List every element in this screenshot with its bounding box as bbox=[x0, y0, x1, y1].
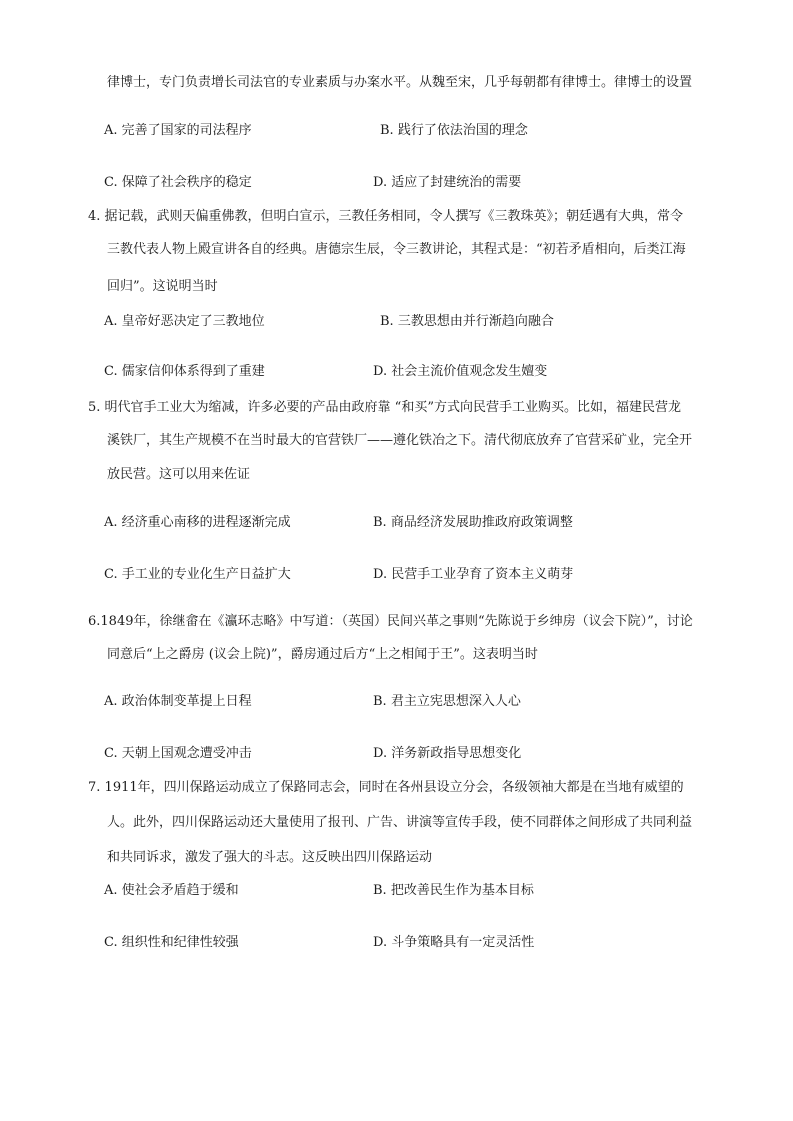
option-letter: B. bbox=[373, 694, 387, 709]
option-letter: C. bbox=[104, 935, 118, 950]
q3-option-a bbox=[104, 123, 252, 139]
option-letter: C. bbox=[104, 175, 118, 190]
q3-option-d bbox=[373, 175, 521, 191]
option-letter: D. bbox=[373, 364, 388, 379]
option-text: 商品经济发展助推政府政策调整 bbox=[390, 515, 573, 530]
option-text: 把改善民生作为基本目标 bbox=[390, 883, 534, 898]
option-text: 经济重心南移的进程逐渐完成 bbox=[121, 515, 291, 530]
option-letter: A. bbox=[104, 515, 118, 530]
q4-option-d bbox=[373, 364, 547, 380]
option-text: 完善了国家的司法程序 bbox=[121, 123, 252, 138]
question-4-stem-line: 回归”。这说明当时 bbox=[107, 279, 218, 294]
option-text: 天朝上国观念遭受冲击 bbox=[121, 746, 252, 761]
q6-option-a bbox=[104, 694, 252, 710]
q7-option-a bbox=[104, 883, 239, 899]
question-3-stem-line: 律博士，专门负责增长司法官的专业素质与办案水平。从魏至宋，几乎每朝都有律博士。律博士的设置 bbox=[107, 75, 693, 90]
option-letter: C. bbox=[104, 364, 118, 379]
question-6-stem-line bbox=[88, 614, 693, 630]
question-number: 7. bbox=[88, 780, 101, 795]
q7-option-b bbox=[373, 883, 534, 899]
q5-option-d bbox=[373, 567, 573, 583]
option-text: 适应了封建统治的需要 bbox=[391, 175, 522, 190]
question-6-stem-line: 同意后“上之爵房 (议会上院)”，爵房通过后方“上之相闻于王”。这表明当时 bbox=[107, 647, 538, 662]
option-text: 政治体制变革提上日程 bbox=[121, 694, 252, 709]
option-text: 斗争策略具有一定灵活性 bbox=[391, 935, 535, 950]
option-letter: D. bbox=[373, 935, 388, 950]
q5-option-c bbox=[104, 567, 291, 583]
question-5-stem-line: 放民营。这可以用来佐证 bbox=[107, 467, 251, 482]
question-number: 5. bbox=[88, 400, 101, 415]
question-text: 1849年，徐继畲在《瀛环志略》中写道：（英国）民间兴革之事则“先陈说于乡绅房（议会下院）”，讨论 bbox=[100, 614, 693, 629]
option-letter: D. bbox=[373, 567, 388, 582]
option-text: 儒家信仰体系得到了重建 bbox=[121, 364, 265, 379]
q4-option-a bbox=[104, 314, 265, 330]
option-letter: D. bbox=[373, 746, 388, 761]
question-number: 6. bbox=[88, 614, 101, 629]
question-7-stem-line: 人。此外，四川保路运动还大量使用了报刊、广告、讲演等宣传手段，使不同群体之间形成了共同利益 bbox=[107, 815, 693, 830]
question-text: 据记载，武则天偏重佛教，但明白宣示，三教任务相同，令人撰写《三教珠英》；朝廷遇有大典，常令 bbox=[104, 209, 684, 224]
option-letter: A. bbox=[104, 883, 118, 898]
question-number: 4. bbox=[88, 209, 101, 224]
question-4-stem-line: 三教代表人物上殿宣讲各自的经典。唐德宗生辰，令三教讲论，其程式是：“初若矛盾相向，后类江海 bbox=[107, 242, 686, 257]
option-text: 皇帝好恶决定了三教地位 bbox=[121, 314, 265, 329]
option-letter: B. bbox=[380, 314, 394, 329]
question-7-stem-line: 和共同诉求，激发了强大的斗志。这反映出四川保路运动 bbox=[107, 850, 433, 865]
question-5-stem-line: 溪铁厂，其生产规模不在当时最大的官营铁厂——遵化铁冶之下。清代彻底放弃了官营采矿业，完全开 bbox=[107, 433, 693, 448]
option-text: 君主立宪思想深入人心 bbox=[390, 694, 521, 709]
q7-option-c bbox=[104, 935, 239, 951]
question-5-stem-line bbox=[88, 400, 681, 416]
option-text: 民营手工业孕育了资本主义萌芽 bbox=[391, 567, 574, 582]
option-text: 践行了依法治国的理念 bbox=[397, 123, 528, 138]
option-text: 社会主流价值观念发生嬗变 bbox=[391, 364, 548, 379]
option-letter: C. bbox=[104, 746, 118, 761]
question-4-stem-line bbox=[88, 209, 683, 225]
q6-option-d bbox=[373, 746, 521, 762]
option-text: 组织性和纪律性较强 bbox=[121, 935, 239, 950]
option-text: 手工业的专业化生产日益扩大 bbox=[121, 567, 291, 582]
q6-option-c bbox=[104, 746, 252, 762]
q6-option-b bbox=[373, 694, 521, 710]
question-text: 1911年，四川保路运动成立了保路同志会，同时在各州县设立分会，各级领袖大都是在当地有威望的 bbox=[104, 780, 684, 795]
q3-option-c bbox=[104, 175, 252, 191]
option-text: 保障了社会秩序的稳定 bbox=[121, 175, 252, 190]
q5-option-a bbox=[104, 515, 291, 531]
question-7-stem-line bbox=[88, 780, 684, 796]
q3-option-b bbox=[380, 123, 528, 139]
option-letter: C. bbox=[104, 567, 118, 582]
q7-option-d bbox=[373, 935, 534, 951]
option-letter: B. bbox=[373, 883, 387, 898]
q5-option-b bbox=[373, 515, 573, 531]
question-text: 明代官手工业大为缩减，许多必要的产品由政府靠 “和买”方式向民营手工业购买。比如，福建民营龙 bbox=[104, 400, 681, 415]
option-text: 洋务新政指导思想变化 bbox=[391, 746, 522, 761]
option-letter: A. bbox=[104, 314, 118, 329]
option-letter: A. bbox=[104, 123, 118, 138]
option-letter: B. bbox=[380, 123, 394, 138]
option-letter: B. bbox=[373, 515, 387, 530]
q4-option-c bbox=[104, 364, 265, 380]
q4-option-b bbox=[380, 314, 554, 330]
option-letter: D. bbox=[373, 175, 388, 190]
option-text: 使社会矛盾趋于缓和 bbox=[121, 883, 239, 898]
option-text: 三教思想由并行渐趋向融合 bbox=[397, 314, 554, 329]
option-letter: A. bbox=[104, 694, 118, 709]
